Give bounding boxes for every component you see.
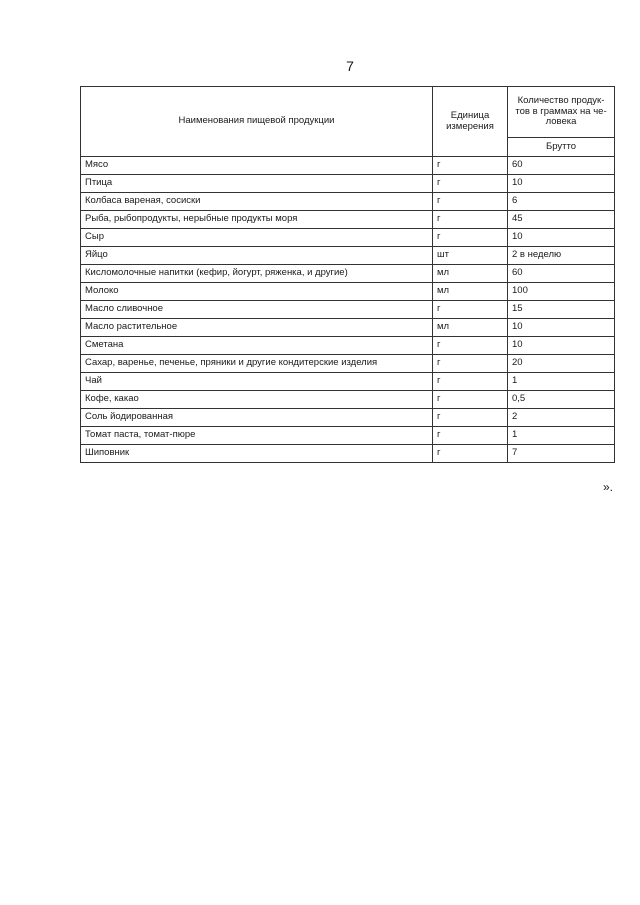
table-row [81,319,615,337]
product-name-cell: Кофе, какао [81,391,433,409]
table-row [81,211,615,229]
quantity-cell: 60 [508,157,615,175]
product-name-cell: Сметана [81,337,433,355]
product-name-cell: Молоко [81,283,433,301]
product-name-cell: Рыба, рыбопродукты, нерыбные продукты моря [81,211,433,229]
quantity-cell: 15 [508,301,615,319]
quantity-cell: 45 [508,211,615,229]
unit-cell: г [433,301,508,319]
product-name-cell: Мясо [81,157,433,175]
quantity-cell: 1 [508,373,615,391]
table-row [81,157,615,175]
product-name-cell: Шиповник [81,445,433,463]
unit-cell: г [433,211,508,229]
unit-cell: г [433,355,508,373]
table-row [81,247,615,265]
quantity-cell: 60 [508,265,615,283]
unit-cell: г [433,391,508,409]
unit-cell: г [433,157,508,175]
table-row [81,193,615,211]
product-name-cell: Кисломолочные напитки (кефир, йогурт, ряженка, и другие) [81,265,433,283]
product-name-cell: Чай [81,373,433,391]
unit-cell: г [433,337,508,355]
quantity-cell: 0,5 [508,391,615,409]
unit-cell: г [433,409,508,427]
product-name-cell: Масло сливочное [81,301,433,319]
unit-cell: мл [433,265,508,283]
quantity-cell: 10 [508,337,615,355]
table-body [81,157,615,463]
quantity-cell: 20 [508,355,615,373]
unit-cell: г [433,373,508,391]
table-row [81,373,615,391]
table-row [81,265,615,283]
quantity-cell: 2 [508,409,615,427]
header-unit: Единица измерения [433,87,508,157]
table-row [81,283,615,301]
header-product-name: Наименования пищевой продукции [81,87,433,157]
table-row [81,301,615,319]
quantity-cell: 10 [508,319,615,337]
table-row [81,229,615,247]
quantity-cell: 7 [508,445,615,463]
product-name-cell: Томат паста, томат-пюре [81,427,433,445]
quantity-cell: 10 [508,229,615,247]
header-quantity: Количество продук-тов в граммах на че-ловека [508,87,615,138]
unit-cell: г [433,193,508,211]
table-row [81,427,615,445]
quantity-cell: 6 [508,193,615,211]
product-name-cell: Сыр [81,229,433,247]
product-name-cell: Масло растительное [81,319,433,337]
quantity-cell: 100 [508,283,615,301]
product-name-cell: Птица [81,175,433,193]
table-header [81,87,615,157]
unit-cell: г [433,175,508,193]
table-row [81,409,615,427]
product-name-cell: Колбаса вареная, сосиски [81,193,433,211]
product-name-cell: Сахар, варенье, печенье, пряники и другие кондитерские изделия [81,355,433,373]
quantity-cell: 2 в неделю [508,247,615,265]
unit-cell: г [433,445,508,463]
quantity-cell: 10 [508,175,615,193]
table-row [81,337,615,355]
table-row [81,391,615,409]
table-row [81,355,615,373]
closing-quote: ». [603,480,614,494]
unit-cell: мл [433,283,508,301]
table-row [81,175,615,193]
product-name-cell: Соль йодированная [81,409,433,427]
unit-cell: г [433,427,508,445]
quantity-cell: 1 [508,427,615,445]
header-brutto: Брутто [508,138,615,157]
unit-cell: шт [433,247,508,265]
page-number: 7 [346,58,354,74]
unit-cell: мл [433,319,508,337]
food-norms-table [80,86,615,463]
unit-cell: г [433,229,508,247]
product-name-cell: Яйцо [81,247,433,265]
table-row [81,445,615,463]
